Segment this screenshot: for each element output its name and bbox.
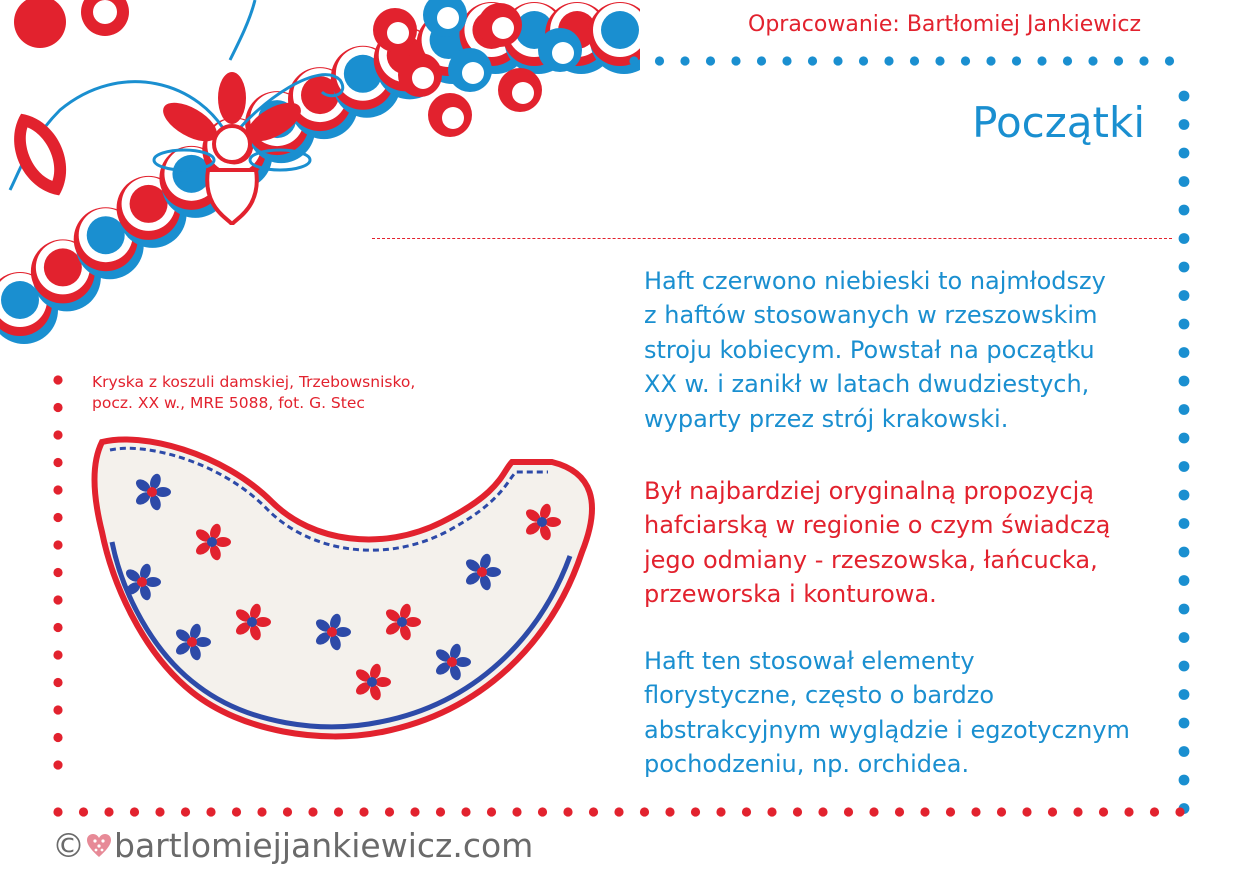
frame-dot bbox=[1165, 56, 1174, 65]
text-line: stroju kobiecym. Powstał na początku bbox=[644, 335, 1095, 364]
embroidery-petal bbox=[155, 487, 171, 497]
frame-dot bbox=[1179, 205, 1190, 216]
frame-dot bbox=[206, 807, 215, 816]
frame-dot bbox=[308, 807, 317, 816]
frame-dot bbox=[793, 807, 802, 816]
frame-dot bbox=[1022, 807, 1031, 816]
embroidery-center bbox=[147, 487, 157, 497]
frame-dot bbox=[1150, 807, 1159, 816]
embroidery-petal bbox=[375, 677, 391, 687]
frame-dot bbox=[53, 485, 62, 494]
frame-dot bbox=[706, 56, 715, 65]
frame-dot bbox=[1179, 148, 1190, 159]
frame-dot bbox=[1179, 461, 1190, 472]
author-credit: Opracowanie: Bartłomiej Jankiewicz bbox=[748, 12, 1142, 37]
embroidery-petal bbox=[405, 617, 421, 627]
frame-dot bbox=[53, 678, 62, 687]
embroidery-petal bbox=[335, 627, 351, 637]
frame-dot bbox=[512, 807, 521, 816]
embroidery-petal bbox=[195, 637, 211, 647]
frame-dot bbox=[935, 56, 944, 65]
embroidery-center bbox=[327, 627, 337, 637]
embroidery-center bbox=[247, 617, 257, 627]
frame-dot bbox=[910, 56, 919, 65]
frame-dot bbox=[155, 807, 164, 816]
frame-dot bbox=[1114, 56, 1123, 65]
embroidery-petal bbox=[255, 617, 271, 627]
frame-dot bbox=[859, 56, 868, 65]
embroidery-center bbox=[367, 677, 377, 687]
frame-dot bbox=[731, 56, 740, 65]
embroidered-collar-image bbox=[82, 432, 622, 752]
frame-dot bbox=[53, 705, 62, 714]
frame-dot bbox=[691, 807, 700, 816]
frame-dot bbox=[1088, 56, 1097, 65]
frame-dot bbox=[53, 403, 62, 412]
frame-dot bbox=[53, 807, 62, 816]
heart-icon bbox=[86, 833, 112, 859]
frame-dot bbox=[1124, 807, 1133, 816]
frame-dot bbox=[946, 807, 955, 816]
frame-dot bbox=[232, 807, 241, 816]
frame-dot bbox=[920, 807, 929, 816]
frame-dot bbox=[104, 807, 113, 816]
frame-dot bbox=[1179, 632, 1190, 643]
frame-dot bbox=[257, 807, 266, 816]
frame-dot bbox=[53, 375, 62, 384]
frame-dot bbox=[385, 807, 394, 816]
frame-dot bbox=[665, 807, 674, 816]
frame-dot bbox=[757, 56, 766, 65]
embroidery-center bbox=[137, 577, 147, 587]
frame-dot bbox=[818, 807, 827, 816]
frame-dot bbox=[1179, 91, 1190, 102]
text-line: hafciarską w regionie o czym świadczą bbox=[644, 511, 1111, 540]
frame-dot bbox=[53, 733, 62, 742]
embroidery-center bbox=[207, 537, 217, 547]
frame-dot bbox=[961, 56, 970, 65]
frame-dot bbox=[53, 430, 62, 439]
text-line: Haft ten stosował elementy bbox=[644, 647, 975, 675]
frame-dot bbox=[79, 807, 88, 816]
frame-dot bbox=[1012, 56, 1021, 65]
embroidery-petal bbox=[485, 567, 501, 577]
text-line: florystyczne, często o bardzo bbox=[644, 681, 995, 710]
frame-dot bbox=[629, 56, 638, 65]
frame-dot bbox=[1037, 56, 1046, 65]
footer-website[interactable] bbox=[52, 826, 533, 865]
frame-dot bbox=[53, 623, 62, 632]
embroidery-petal bbox=[215, 537, 231, 547]
text-line: pochodzeniu, np. orchidea. bbox=[644, 750, 970, 779]
caption-line: Kryska z koszuli damskiej, Trzebowsnisko, bbox=[92, 373, 416, 391]
text-line: XX w. i zanikł w latach dwudziestych, bbox=[644, 370, 1090, 399]
text-line: jego odmiany - rzeszowska, łańcucka, bbox=[644, 545, 1098, 574]
frame-dot bbox=[538, 807, 547, 816]
frame-dot bbox=[833, 56, 842, 65]
frame-dot bbox=[53, 650, 62, 659]
embroidery-petal bbox=[545, 517, 561, 527]
frame-dot bbox=[563, 807, 572, 816]
frame-dot bbox=[283, 807, 292, 816]
embroidery-center bbox=[187, 637, 197, 647]
frame-dot bbox=[742, 807, 751, 816]
frame-dot bbox=[716, 807, 725, 816]
frame-dot bbox=[334, 807, 343, 816]
frame-dot bbox=[461, 807, 470, 816]
dashed-divider bbox=[372, 238, 1172, 239]
frame-dot bbox=[53, 458, 62, 467]
frame-dot bbox=[1179, 176, 1190, 187]
text-line: Był najbardziej oryginalną propozycją bbox=[644, 477, 1094, 505]
text-line: wyparty przez strój krakowski. bbox=[644, 404, 1009, 433]
copyright-symbol: © bbox=[52, 826, 85, 865]
frame-dot bbox=[53, 760, 62, 769]
paragraph-motifs bbox=[644, 644, 1184, 782]
frame-dot bbox=[884, 56, 893, 65]
frame-dot bbox=[1048, 807, 1057, 816]
caption-line: pocz. XX w., MRE 5088, fot. G. Stec bbox=[92, 394, 365, 412]
frame-dot bbox=[487, 807, 496, 816]
frame-dot bbox=[181, 807, 190, 816]
embroidery-center bbox=[537, 517, 547, 527]
embroidery-center bbox=[397, 617, 407, 627]
text-line: przeworska i konturowa. bbox=[644, 580, 937, 609]
frame-dot bbox=[1179, 233, 1190, 244]
frame-dot bbox=[844, 807, 853, 816]
frame-dot bbox=[640, 807, 649, 816]
frame-dot bbox=[655, 56, 664, 65]
frame-dot bbox=[53, 595, 62, 604]
frame-dot bbox=[589, 807, 598, 816]
embroidery-petal bbox=[455, 657, 471, 667]
frame-dot bbox=[1073, 807, 1082, 816]
embroidery-petal bbox=[145, 577, 161, 587]
frame-dot bbox=[1139, 56, 1148, 65]
frame-dot bbox=[1179, 119, 1190, 130]
text-line: Haft czerwono niebieski to najmłodszy bbox=[644, 267, 1106, 295]
embroidery-center bbox=[447, 657, 457, 667]
frame-dot bbox=[1063, 56, 1072, 65]
embroidery-center bbox=[477, 567, 487, 577]
frame-dot bbox=[53, 513, 62, 522]
frame-dot bbox=[782, 56, 791, 65]
frame-dot bbox=[410, 807, 419, 816]
frame-dot bbox=[53, 568, 62, 577]
frame-dot bbox=[767, 807, 776, 816]
frame-dot bbox=[614, 807, 623, 816]
frame-dot bbox=[680, 56, 689, 65]
frame-dot bbox=[1175, 807, 1184, 816]
frame-dot bbox=[986, 56, 995, 65]
frame-dot bbox=[436, 807, 445, 816]
frame-dot bbox=[130, 807, 139, 816]
page-title: Początki bbox=[972, 98, 1145, 147]
frame-dot bbox=[359, 807, 368, 816]
paragraph-origins bbox=[644, 264, 1184, 436]
paragraph-variants bbox=[644, 474, 1184, 612]
frame-dot bbox=[895, 807, 904, 816]
photo-caption bbox=[92, 372, 472, 414]
text-line: abstrakcyjnym wyglądzie i egzotycznym bbox=[644, 715, 1130, 744]
frame-dot bbox=[971, 807, 980, 816]
frame-dot bbox=[997, 807, 1006, 816]
frame-dot bbox=[869, 807, 878, 816]
frame-dot bbox=[1099, 807, 1108, 816]
frame-dot bbox=[53, 540, 62, 549]
website-link[interactable]: bartlomiejjankiewicz.com bbox=[114, 826, 534, 865]
frame-dot bbox=[808, 56, 817, 65]
text-line: z haftów stosowanych w rzeszowskim bbox=[644, 301, 1098, 330]
